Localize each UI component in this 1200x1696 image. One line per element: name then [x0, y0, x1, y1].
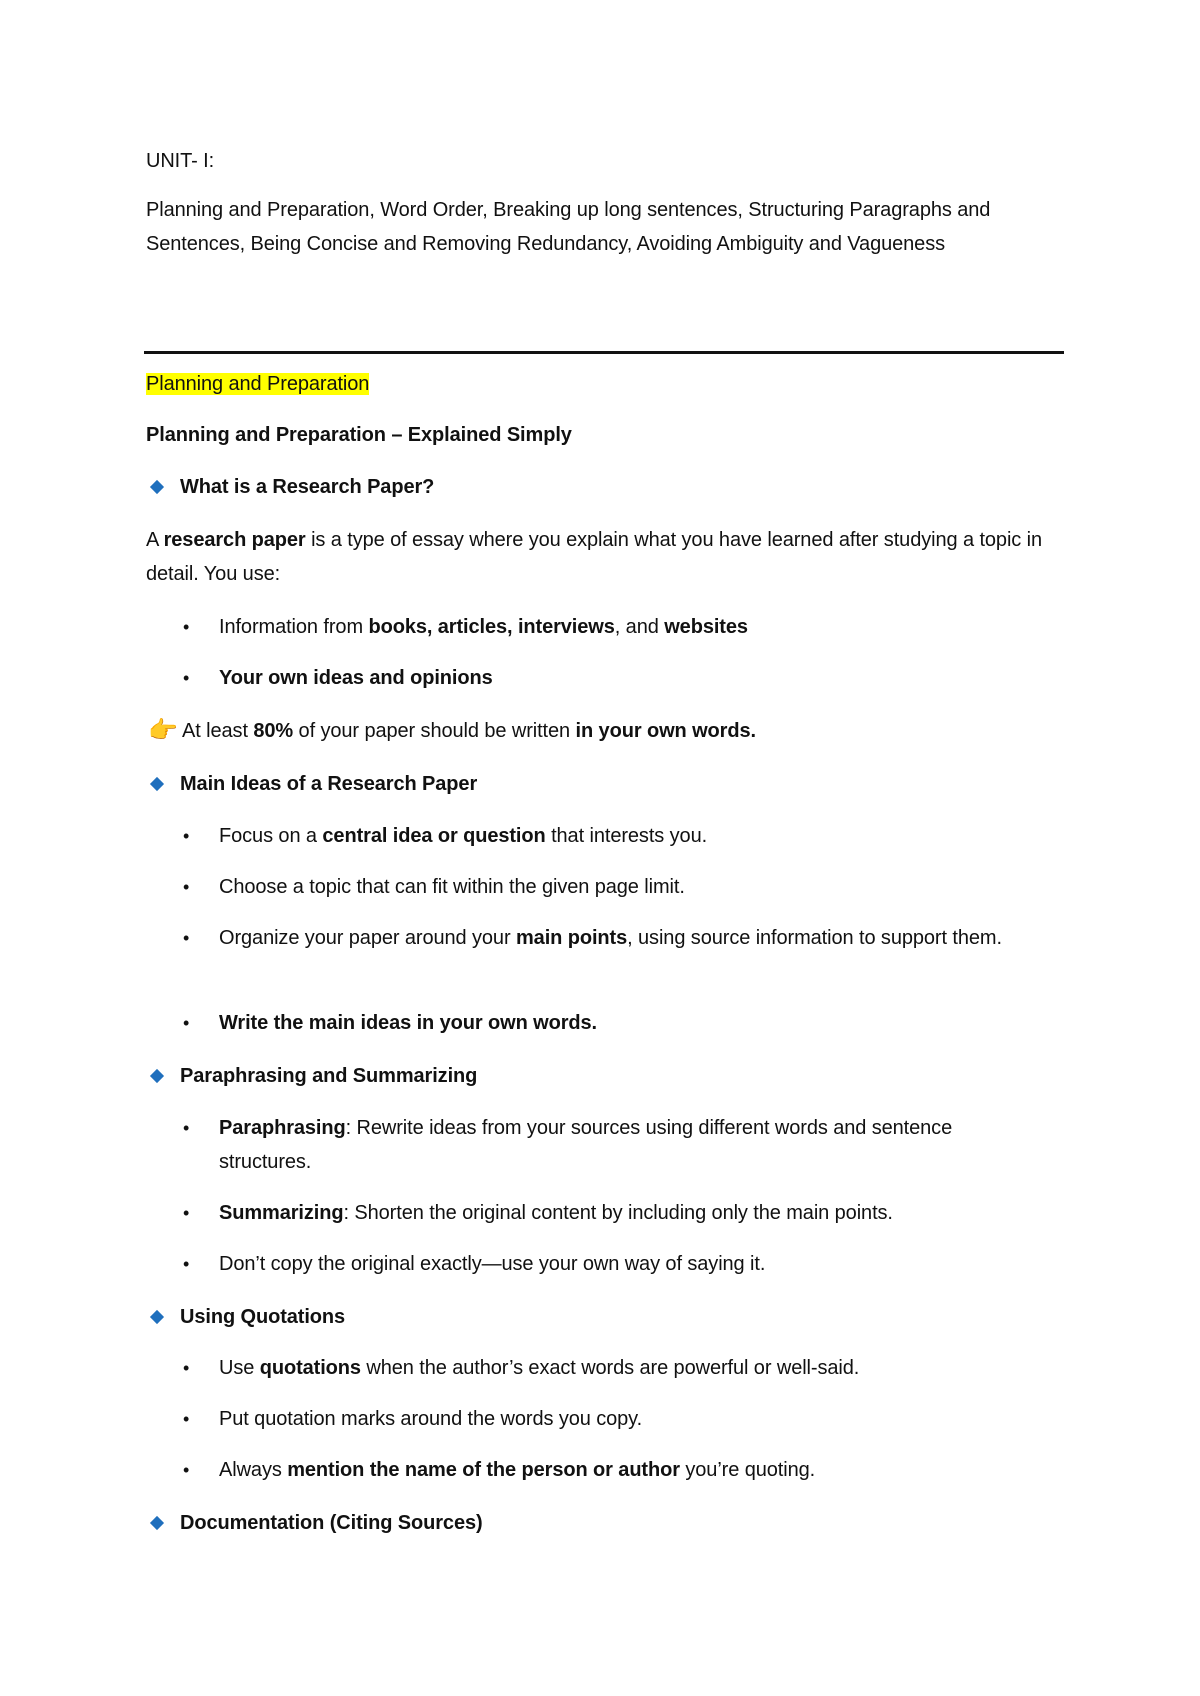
list-item: • Paraphrasing: Rewrite ideas from your sources using different words and sentence structures.: [183, 1111, 1043, 1179]
bullet-icon: •: [183, 1013, 190, 1033]
list-item: • Organize your paper around your main points, using source information to support them.: [183, 921, 1043, 955]
bullet-icon: •: [183, 1254, 190, 1274]
list-item: • Use quotations when the author’s exact words are powerful or well-said.: [183, 1351, 1043, 1385]
bullet-icon: •: [183, 877, 190, 897]
bullet-icon: •: [183, 1409, 190, 1429]
list-item: • Choose a topic that can fit within the given page limit.: [183, 870, 1043, 904]
section-subtitle: Planning and Preparation – Explained Simply: [146, 424, 572, 446]
paragraph-research-paper: A research paper is a type of essay where you explain what you have learned after studying a topic in detail. You use:: [146, 529, 1043, 585]
heading-text: Documentation (Citing Sources): [180, 1512, 483, 1534]
heading-what-is: [152, 470, 1060, 504]
note-line: 👉 At least 80% of your paper should be written in your own words.: [148, 714, 1060, 748]
heading-quotations: [152, 1300, 1060, 1334]
list-item: • Write the main ideas in your own words.: [183, 1006, 1043, 1040]
horizontal-rule: [144, 351, 1064, 354]
bullet-icon: •: [183, 1460, 190, 1480]
heading-paraphrasing: [152, 1059, 1060, 1093]
heading-text: Main Ideas of a Research Paper: [180, 773, 478, 795]
heading-documentation: [152, 1506, 1060, 1540]
list-item: • Don’t copy the original exactly—use your own way of saying it.: [183, 1247, 1043, 1281]
bullet-icon: •: [183, 668, 190, 688]
list-item: • Information from books, articles, interviews, and websites: [183, 610, 1043, 644]
list-item: • Always mention the name of the person or author you’re quoting.: [183, 1453, 1043, 1487]
list-item: • Summarizing: Shorten the original content by including only the main points.: [183, 1196, 1043, 1230]
heading-main-ideas: [152, 767, 1060, 801]
highlighted-title: Planning and Preparation: [146, 373, 370, 395]
diamond-bullet-icon: [150, 480, 164, 494]
diamond-bullet-icon: [150, 1310, 164, 1324]
section-title: [146, 367, 1060, 401]
diamond-bullet-icon: [150, 1069, 164, 1083]
bullet-icon: •: [183, 928, 190, 948]
bullet-icon: •: [183, 617, 190, 637]
heading-text: Paraphrasing and Summarizing: [180, 1065, 478, 1087]
bullet-icon: •: [183, 1358, 190, 1378]
bullet-icon: •: [183, 1118, 190, 1138]
bullet-icon: •: [183, 1203, 190, 1223]
diamond-bullet-icon: [150, 777, 164, 791]
pointing-hand-icon: 👉: [148, 717, 178, 744]
list-item: • Your own ideas and opinions: [183, 661, 1043, 695]
heading-text: Using Quotations: [180, 1306, 346, 1328]
unit-topics: Planning and Preparation, Word Order, Breaking up long sentences, Structuring Paragraphs and Sentences, Being Concise and Removing Redundancy, Avoiding Ambiguity and Vagueness: [146, 199, 991, 255]
heading-text: What is a Research Paper?: [180, 476, 435, 498]
bullet-icon: •: [183, 826, 190, 846]
diamond-bullet-icon: [150, 1516, 164, 1530]
unit-label: UNIT- I:: [146, 150, 215, 172]
list-item: • Focus on a central idea or question that interests you.: [183, 819, 1043, 853]
list-item: • Put quotation marks around the words you copy.: [183, 1402, 1043, 1436]
